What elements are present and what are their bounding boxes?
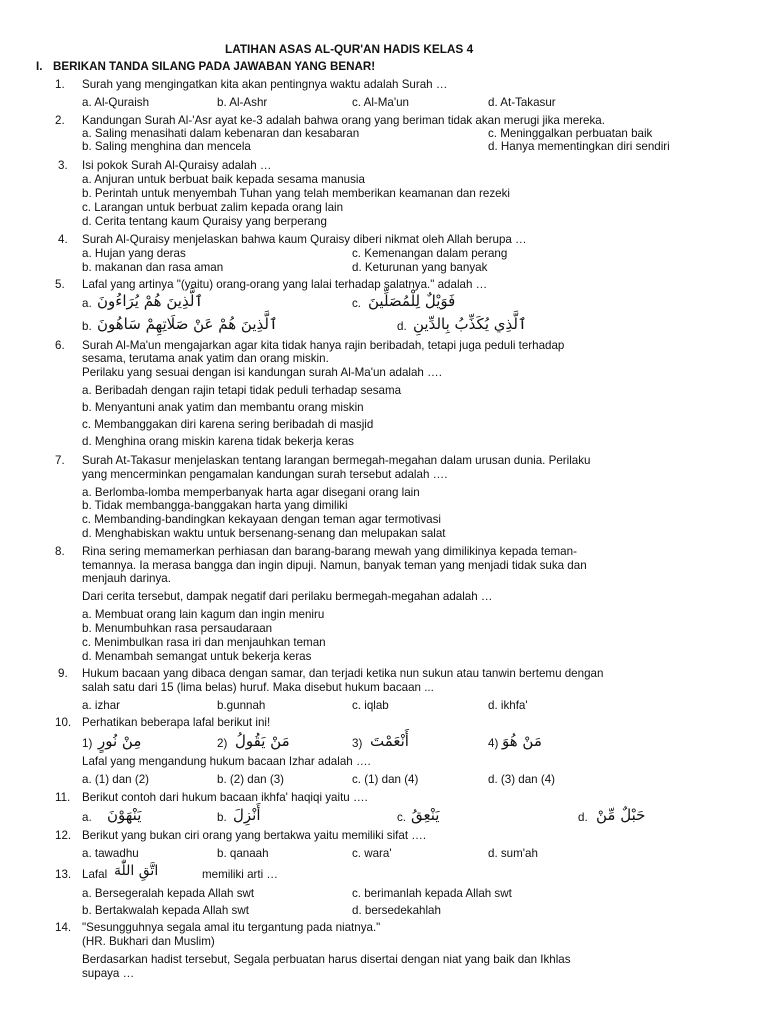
question-number: 4. xyxy=(58,233,68,246)
question-prompt: Perilaku yang sesuai dengan isi kandungan surah Al-Ma'un adalah …. xyxy=(82,366,442,379)
option-c: c. wara' xyxy=(352,847,392,860)
question-number: 7. xyxy=(55,454,65,467)
option-a: a. Hujan yang deras xyxy=(82,247,186,260)
question-text: Isi pokok Surah Al-Quraisy adalah … xyxy=(82,159,272,172)
hadith-quote: "Sesungguhnya segala amal itu tergantung pada niatnya." xyxy=(82,921,381,934)
option-a: a. Al-Quraish xyxy=(82,96,150,109)
question-text: Rina sering memamerkan perhiasan dan barang-barang mewah yang dimilikinya kepada teman- xyxy=(82,545,577,558)
option-a: a. Berlomba-lomba memperbanyak harta agar disegani orang lain xyxy=(82,486,420,499)
option-b-arabic: أَنْزِلَ xyxy=(233,806,261,824)
option-d: d. bersedekahlah xyxy=(352,904,441,917)
option-c-label: c. xyxy=(352,297,362,310)
option-a: a. Bersegeralah kepada Allah swt xyxy=(82,887,255,900)
option-c-label: c. xyxy=(397,811,407,824)
option-b: b. (2) dan (3) xyxy=(217,773,285,786)
question-text: Hukum bacaan yang dibaca dengan samar, dan terjadi ketika nun sukun atau tanwin bertemu dengan xyxy=(82,667,604,680)
option-b: b.gunnah xyxy=(217,699,266,712)
question-text: sesama, terutama anak yatim dan orang miskin. xyxy=(82,352,329,365)
option-a-label: a. xyxy=(82,297,92,310)
option-c: c. (1) dan (4) xyxy=(352,773,419,786)
question-prompt: Dari cerita tersebut, dampak negatif dari perilaku bermegah-megahan adalah … xyxy=(82,590,493,603)
question-text: supaya … xyxy=(82,967,135,980)
option-d: d. Cerita tentang kaum Quraisy yang berperang xyxy=(82,215,327,228)
item-3-arabic: أَنْعَمْتَ xyxy=(370,732,409,750)
option-c: c. Larangan untuk berbuat zalim kepada orang lain xyxy=(82,201,344,214)
option-c-arabic: يَنْعِقُ xyxy=(411,806,440,824)
question-text: Surah At-Takasur menjelaskan tentang larangan bermegah-megahan dalam urusan dunia. Perilaku xyxy=(82,454,591,467)
question-number: 2. xyxy=(55,114,65,127)
worksheet-title: LATIHAN ASAS AL-QUR'AN HADIS KELAS 4 xyxy=(225,42,474,56)
question-prompt: Lafal yang mengandung hukum bacaan Izhar adalah …. xyxy=(82,755,371,768)
section-instruction: BERIKAN TANDA SILANG PADA JAWABAN YANG BENAR! xyxy=(53,60,376,73)
item-3-label: 3) xyxy=(352,737,363,750)
question-text: salah satu dari 15 (lima belas) huruf. Maka disebut hukum bacaan ... xyxy=(82,681,434,694)
section-number: I. xyxy=(36,60,43,73)
option-d-arabic: حَبْلٌ مِّنْ xyxy=(596,806,646,824)
option-d: d. Keturunan yang banyak xyxy=(352,261,488,274)
item-4-label: 4) xyxy=(488,737,499,750)
question-text: Surah Al-Quraisy menjelaskan bahwa kaum Quraisy diberi nikmat oleh Allah berupa … xyxy=(82,233,527,246)
question-text: temannya. Ia merasa bangga dan ingin dipuji. Namun, banyak teman yang menjadi tidak suka dan xyxy=(82,559,587,572)
option-a: a. izhar xyxy=(82,699,121,712)
option-a-arabic: ٱلَّذِينَ هُمْ يُرَاءُونَ xyxy=(97,292,204,310)
question-number: 9. xyxy=(58,667,68,680)
option-b-arabic: ٱلَّذِينَ هُمْ عَنْ صَلَاتِهِمْ سَاهُونَ xyxy=(97,315,278,333)
option-c: c. Kemenangan dalam perang xyxy=(352,247,508,260)
option-b: b. qanaah xyxy=(217,847,269,860)
option-d: d. Hanya mementingkan diri sendiri xyxy=(488,140,670,153)
question-text: memiliki arti … xyxy=(202,868,279,881)
option-a-label: a. xyxy=(82,811,92,824)
hadith-source: (HR. Bukhari dan Muslim) xyxy=(82,935,215,948)
option-d: d. sum'ah xyxy=(488,847,538,860)
question-number: 11. xyxy=(55,791,71,804)
option-d: d. At-Takasur xyxy=(488,96,556,109)
option-a: a. tawadhu xyxy=(82,847,139,860)
option-c: c. Menimbulkan rasa iri dan menjauhkan teman xyxy=(82,636,326,649)
item-2-arabic: مَنْ يَقُولُ xyxy=(235,732,290,750)
option-b: b. Saling menghina dan mencela xyxy=(82,140,251,153)
option-b: b. Al-Ashr xyxy=(217,96,268,109)
question-number: 3. xyxy=(58,159,68,172)
question-text: menjauh darinya. xyxy=(82,572,171,585)
question-number: 6. xyxy=(55,339,65,352)
option-d: d. Menambah semangat untuk bekerja keras xyxy=(82,650,312,663)
option-c: c. Meninggalkan perbuatan baik xyxy=(488,127,653,140)
option-d: d. Menghina orang miskin karena tidak bekerja keras xyxy=(82,435,354,448)
option-b-label: b. xyxy=(82,320,92,333)
option-a: a. (1) dan (2) xyxy=(82,773,150,786)
option-b: b. Menyantuni anak yatim dan membantu orang miskin xyxy=(82,401,364,414)
option-d-label: d. xyxy=(397,320,407,333)
question-arabic: اتَّقِ اللّٰهَ xyxy=(114,863,159,879)
question-text: Kandungan Surah Al-'Asr ayat ke-3 adalah bahwa orang yang beriman tidak akan merugi jika mereka. xyxy=(82,114,605,127)
option-c: c. berimanlah kepada Allah swt xyxy=(352,887,512,900)
option-d: d. (3) dan (4) xyxy=(488,773,556,786)
option-d-arabic: ٱلَّذِي يُكَذِّبُ بِالدِّينِ xyxy=(413,315,527,333)
option-c: c. Al-Ma'un xyxy=(352,96,409,109)
question-text: Lafal xyxy=(82,868,108,881)
option-b: b. makanan dan rasa aman xyxy=(82,261,224,274)
question-text: Surah yang mengingatkan kita akan pentingnya waktu adalah Surah … xyxy=(82,78,448,91)
option-c: c. Membanding-bandingkan kekayaan dengan teman agar termotivasi xyxy=(82,513,441,526)
question-number: 5. xyxy=(55,278,65,291)
option-d: d. ikhfa' xyxy=(488,699,528,712)
option-a: a. Beribadah dengan rajin tetapi tidak peduli terhadap sesama xyxy=(82,384,402,397)
option-a: a. Anjuran untuk berbuat baik kepada sesama manusia xyxy=(82,173,365,186)
option-b: b. Menumbuhkan rasa persaudaraan xyxy=(82,622,273,635)
item-1-label: 1) xyxy=(82,737,93,750)
question-number: 12. xyxy=(55,829,72,842)
option-b-label: b. xyxy=(217,811,227,824)
option-b: b. Perintah untuk menyembah Tuhan yang telah memberikan keamanan dan rezeki xyxy=(82,187,510,200)
question-text: Berdasarkan hadist tersebut, Segala perbuatan harus disertai dengan niat yang baik dan Ikhlas xyxy=(82,953,571,966)
question-number: 13. xyxy=(55,868,72,881)
option-d: d. Menghabiskan waktu untuk bersenang-senang dan melupakan salat xyxy=(82,527,446,540)
option-b: b. Bertakwalah kepada Allah swt xyxy=(82,904,249,917)
option-c: c. iqlab xyxy=(352,699,389,712)
option-d-label: d. xyxy=(578,811,588,824)
question-text: Berikut yang bukan ciri orang yang bertakwa yaitu memiliki sifat …. xyxy=(82,829,427,842)
option-a: a. Saling menasihati dalam kebenaran dan kesabaran xyxy=(82,127,360,140)
question-text: Perhatikan beberapa lafal berikut ini! xyxy=(82,716,271,729)
question-number: 10. xyxy=(55,716,72,729)
question-text: Lafal yang artinya "(yaitu) orang-orang yang lalai terhadap salatnya." adalah … xyxy=(82,278,488,291)
question-number: 1. xyxy=(55,78,65,91)
option-a: a. Membuat orang lain kagum dan ingin meniru xyxy=(82,608,325,621)
question-number: 14. xyxy=(55,921,72,934)
question-text: Berikut contoh dari hukum bacaan ikhfa' haqiqi yaitu …. xyxy=(82,791,368,804)
option-c: c. Membanggakan diri karena sering beribadah di masjid xyxy=(82,418,374,431)
option-b: b. Tidak membangga-banggakan harta yang dimiliki xyxy=(82,499,348,512)
item-4-arabic: مَنْ هُوَ xyxy=(502,732,542,750)
option-a-arabic: يَنْهَوْنَ xyxy=(107,806,142,824)
question-text: yang mencerminkan pengamalan kandungan surah tersebut adalah …. xyxy=(82,468,448,481)
item-2-label: 2) xyxy=(217,737,228,750)
option-c-arabic: فَوَيْلٌ لِلْمُصَلِّينَ xyxy=(368,292,456,310)
question-number: 8. xyxy=(55,545,65,558)
question-text: Surah Al-Ma'un mengajarkan agar kita tidak hanya rajin beribadah, tetapi juga peduli terhadap xyxy=(82,339,565,352)
item-1-arabic: مِنْ نُورٍ xyxy=(98,732,142,750)
